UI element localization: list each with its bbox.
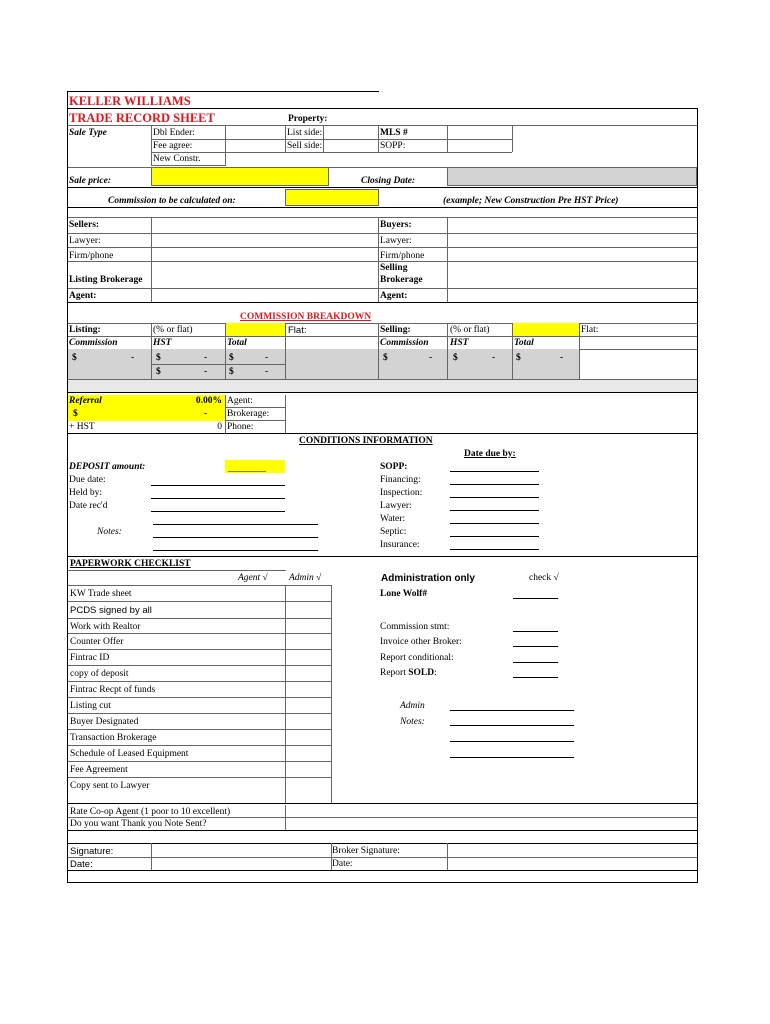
- example-note: (example; New Construction Pre HST Price): [443, 196, 619, 206]
- company-name: KELLER WILLIAMS: [69, 94, 191, 108]
- grid-line: [151, 125, 152, 165]
- admin-notes-label: Notes:: [400, 717, 425, 727]
- condition-septic: Septic:: [380, 527, 407, 537]
- sale-price-input[interactable]: [151, 167, 329, 186]
- condition-due-line[interactable]: [450, 523, 539, 524]
- admin-check-line[interactable]: [513, 646, 558, 647]
- admin-notes-line[interactable]: [450, 741, 574, 742]
- admin-notes-line[interactable]: [450, 757, 574, 758]
- deposit-notes-label: Notes:: [97, 527, 122, 537]
- deposit-date-recd-line[interactable]: [151, 511, 285, 512]
- buyer-lawyer-label: Lawyer:: [380, 236, 412, 246]
- property-label: Property:: [288, 114, 328, 124]
- checklist-item: PCDS signed by all: [70, 605, 152, 616]
- condition-due-line[interactable]: [450, 549, 539, 550]
- listing-hst-label: HST: [153, 338, 172, 348]
- checklist-item: Copy sent to Lawyer: [70, 781, 150, 791]
- top-rule: [67, 91, 379, 92]
- rate-coop-label: Rate Co-op Agent (1 poor to 10 excellent): [70, 807, 231, 817]
- checklist-item: Transaction Brokerage: [70, 733, 157, 743]
- lone-wolf-label: Lone Wolf#: [380, 589, 428, 599]
- selling-flat-label: Flat:: [581, 325, 599, 335]
- condition-due-line[interactable]: [450, 497, 539, 498]
- agent-check-column: Agent √: [238, 573, 268, 583]
- selling-label: Selling:: [380, 325, 411, 335]
- sale-price-label: Sale price:: [69, 176, 111, 186]
- thank-you-label: Do you want Thank you Note Sent?: [70, 819, 207, 829]
- admin-item-report-sold: [380, 668, 437, 679]
- checklist-item: Counter Offer: [70, 637, 124, 647]
- grid-line: [378, 217, 379, 302]
- grid-line: [447, 125, 448, 152]
- sellers-label: Sellers:: [69, 220, 100, 230]
- signature-input[interactable]: [152, 844, 331, 870]
- listing-flat-label: Flat:: [288, 325, 307, 336]
- grid-line: [323, 125, 324, 152]
- admin-check-heading: check √: [529, 573, 559, 583]
- form-left-border: [67, 91, 68, 882]
- grid-line: [68, 570, 286, 571]
- listing-label: Listing:: [69, 325, 101, 335]
- grid-line: [331, 843, 332, 870]
- grid-line: [512, 323, 513, 379]
- grid-line: [68, 336, 697, 337]
- section-rule: [67, 392, 698, 393]
- grid-line: [579, 323, 580, 379]
- commission-base-input[interactable]: [285, 189, 379, 206]
- admin-check-line[interactable]: [513, 631, 558, 632]
- closing-date-label: Closing Date:: [361, 176, 416, 186]
- commission-calc-label: Commission to be calculated on:: [108, 196, 236, 206]
- commission-breakdown-heading: COMMISSION BREAKDOWN: [240, 312, 372, 322]
- section-rule: [67, 870, 698, 871]
- conditions-heading: CONDITIONS INFORMATION: [299, 436, 433, 446]
- sell-side-label: Sell side:: [287, 141, 323, 151]
- broker-date-label: Date:: [332, 859, 353, 869]
- commission-spacer-row: [68, 379, 697, 392]
- selling-hst-label: HST: [450, 338, 469, 348]
- referral-phone-label: Phone:: [227, 422, 254, 432]
- deposit-due-date-line[interactable]: [151, 485, 285, 486]
- grid-line: [285, 395, 286, 433]
- new-constr-label: New Constr.: [153, 154, 201, 164]
- broker-signature-input[interactable]: [448, 844, 697, 870]
- listing-agent-label: Agent:: [69, 291, 97, 301]
- grid-line: [68, 817, 697, 818]
- listing-pct-flat: (% or flat): [153, 325, 193, 335]
- seller-firm-label: Firm/phone: [69, 251, 114, 261]
- grid-line: [331, 585, 332, 803]
- deposit-notes-line-3[interactable]: [153, 550, 318, 551]
- buyers-label: Buyers:: [380, 220, 412, 230]
- referral-label: Referral: [69, 396, 102, 406]
- listing-total-label: Total: [227, 338, 247, 348]
- listing-total-dollar: $: [229, 353, 234, 363]
- selling-hst-dollar: $: [453, 353, 458, 363]
- grid-line: [225, 420, 285, 421]
- listing-commission-label: Commission: [69, 338, 118, 348]
- grid-line: [151, 165, 226, 166]
- referral-value: -: [204, 409, 208, 419]
- condition-due-line[interactable]: [450, 510, 539, 511]
- section-rule: [67, 187, 698, 188]
- grid-line: [151, 152, 512, 153]
- selling-total-value: -: [560, 353, 564, 363]
- condition-due-line[interactable]: [450, 471, 539, 472]
- grid-line: [225, 125, 226, 165]
- condition-water: Water:: [380, 514, 406, 524]
- section-rule: [67, 302, 698, 303]
- report-sold-bold: SOLD: [408, 668, 435, 678]
- report-sold-suffix: :: [434, 668, 437, 678]
- form-bottom-border: [67, 882, 698, 883]
- condition-lawyer: Lawyer:: [380, 501, 412, 511]
- grid-line: [68, 233, 697, 234]
- selling-total-dollar: $: [516, 353, 521, 363]
- checklist-item: Work with Realtor: [70, 622, 141, 632]
- lone-wolf-line[interactable]: [513, 598, 558, 599]
- deposit-held-by-label: Held by:: [69, 488, 102, 498]
- listing-hst-value-2: -: [204, 367, 208, 377]
- admin-notes-line[interactable]: [450, 725, 574, 726]
- deposit-notes-line-2[interactable]: [153, 537, 318, 538]
- condition-insurance: Insurance:: [380, 540, 420, 550]
- dbl-ender-label: Dbl Ender:: [153, 128, 195, 138]
- admin-item-invoice: Invoice other Broker:: [380, 637, 462, 647]
- signature-label: Signature:: [70, 846, 114, 857]
- form-title: TRADE RECORD SHEET: [69, 111, 215, 125]
- admin-check-cells[interactable]: [286, 586, 331, 801]
- referral-agent-label: Agent:: [227, 396, 253, 406]
- selling-total-label: Total: [514, 338, 534, 348]
- admin-item-conditional: Report conditional:: [380, 653, 454, 663]
- checklist-item: Buyer Designated: [70, 717, 139, 727]
- deposit-label: DEPOSIT amount:: [69, 462, 146, 472]
- grid-line: [68, 217, 697, 218]
- grid-line: [68, 379, 697, 380]
- broker-signature-label: Broker Signature:: [332, 846, 400, 856]
- checklist-item: Listing cut: [70, 701, 111, 711]
- sale-type-label: Sale Type: [69, 128, 107, 138]
- commission-values-area: [68, 349, 580, 379]
- grid-line: [225, 395, 226, 433]
- referral-brokerage-label: Brokerage:: [227, 409, 270, 419]
- sopp-label: SOPP:: [380, 141, 406, 151]
- selling-hst-value: -: [492, 353, 496, 363]
- admin-only-heading: Administration only: [381, 573, 475, 584]
- listing-brokerage-label: Listing Brokerage: [69, 275, 143, 285]
- grid-line: [68, 323, 697, 324]
- fee-agree-label: Fee agree:: [153, 141, 193, 151]
- listing-total-dollar-2: $: [229, 367, 234, 377]
- form-right-border: [697, 108, 698, 882]
- grid-line: [151, 323, 152, 379]
- section-rule: [67, 207, 698, 208]
- grid-line: [378, 125, 379, 152]
- listing-hst-dollar: $: [156, 353, 161, 363]
- checklist-item: KW Trade sheet: [70, 589, 132, 599]
- mls-label: MLS #: [380, 128, 408, 138]
- deposit-notes-line-1[interactable]: [153, 524, 318, 525]
- closing-date-input[interactable]: [447, 167, 697, 186]
- grid-line: [378, 323, 379, 379]
- section-rule: [67, 556, 698, 557]
- report-sold-prefix: Report: [380, 668, 409, 678]
- grid-line: [151, 364, 286, 365]
- grid-line: [225, 323, 226, 379]
- selling-commission-dollar: $: [383, 353, 388, 363]
- selling-commission-label: Commission: [380, 338, 429, 348]
- referral-dollar: $: [73, 409, 78, 419]
- condition-sopp: SOPP:: [380, 462, 408, 472]
- admin-item-commission: Commission stmt:: [380, 622, 450, 632]
- deposit-held-by-line[interactable]: [151, 498, 285, 499]
- deposit-due-date-label: Due date:: [69, 475, 106, 485]
- grid-line: [225, 407, 285, 408]
- checklist-item: copy of deposit: [70, 669, 129, 679]
- selling-agent-label: Agent:: [380, 291, 408, 301]
- selling-pct-flat: (% or flat): [450, 325, 490, 335]
- grid-line: [68, 288, 697, 289]
- listing-total-value: -: [265, 353, 269, 363]
- grid-line: [285, 805, 286, 830]
- buyer-firm-label: Firm/phone: [380, 251, 425, 261]
- selling-brokerage-label-1: Selling: [380, 263, 408, 273]
- condition-inspection: Inspection:: [380, 488, 423, 498]
- admin-label: Admin: [400, 701, 425, 711]
- admin-line[interactable]: [450, 710, 574, 711]
- deposit-date-recd-label: Date rec'd: [69, 501, 108, 511]
- referral-pct: 0.00%: [195, 396, 222, 406]
- grid-line: [68, 247, 697, 248]
- selling-commission-rate[interactable]: [512, 323, 579, 336]
- checklist-item: Fintrac Recpt of funds: [70, 685, 156, 695]
- checklist-heading: PAPERWORK CHECKLIST: [70, 559, 191, 569]
- date-label: Date:: [70, 859, 93, 870]
- date-due-label: Date due by:: [464, 449, 516, 459]
- condition-financing: Financing:: [380, 475, 421, 485]
- referral-hst-label: + HST: [69, 422, 95, 432]
- selling-brokerage-label-2: Brokerage: [380, 275, 423, 285]
- section-rule: [67, 830, 698, 831]
- grid-line: [447, 217, 448, 302]
- checklist-item: Fintrac ID: [70, 653, 110, 663]
- selling-commission-value: -: [429, 353, 433, 363]
- checklist-item: Schedule of Leased Equipment: [70, 749, 189, 759]
- admin-check-line[interactable]: [513, 677, 558, 678]
- grid-line: [285, 125, 286, 152]
- title-rule: [67, 108, 698, 109]
- listing-commission-value: -: [131, 353, 135, 363]
- grid-line: [447, 323, 448, 379]
- admin-check-column: Admin √: [289, 573, 322, 583]
- listing-hst-value: -: [204, 353, 208, 363]
- listing-hst-dollar-2: $: [156, 367, 161, 377]
- condition-due-line[interactable]: [450, 536, 539, 537]
- list-side-label: List side:: [287, 128, 323, 138]
- agent-check-cells[interactable]: [233, 586, 285, 801]
- seller-lawyer-label: Lawyer:: [69, 236, 101, 246]
- grid-line: [512, 125, 513, 152]
- grid-line: [151, 217, 152, 302]
- condition-due-line[interactable]: [450, 484, 539, 485]
- listing-commission-dollar: $: [72, 353, 77, 363]
- grid-line: [151, 139, 512, 140]
- grid-line: [285, 323, 286, 379]
- deposit-amount-line: [228, 471, 266, 472]
- referral-hst-value: 0: [217, 422, 222, 432]
- checklist-item: Fee Agreement: [70, 765, 128, 775]
- grid-line: [68, 125, 697, 126]
- admin-check-line[interactable]: [513, 662, 558, 663]
- section-rule: [67, 803, 698, 804]
- section-rule: [67, 433, 698, 434]
- grid-line: [68, 261, 697, 262]
- listing-total-value-2: -: [265, 367, 269, 377]
- listing-commission-rate[interactable]: [225, 323, 285, 336]
